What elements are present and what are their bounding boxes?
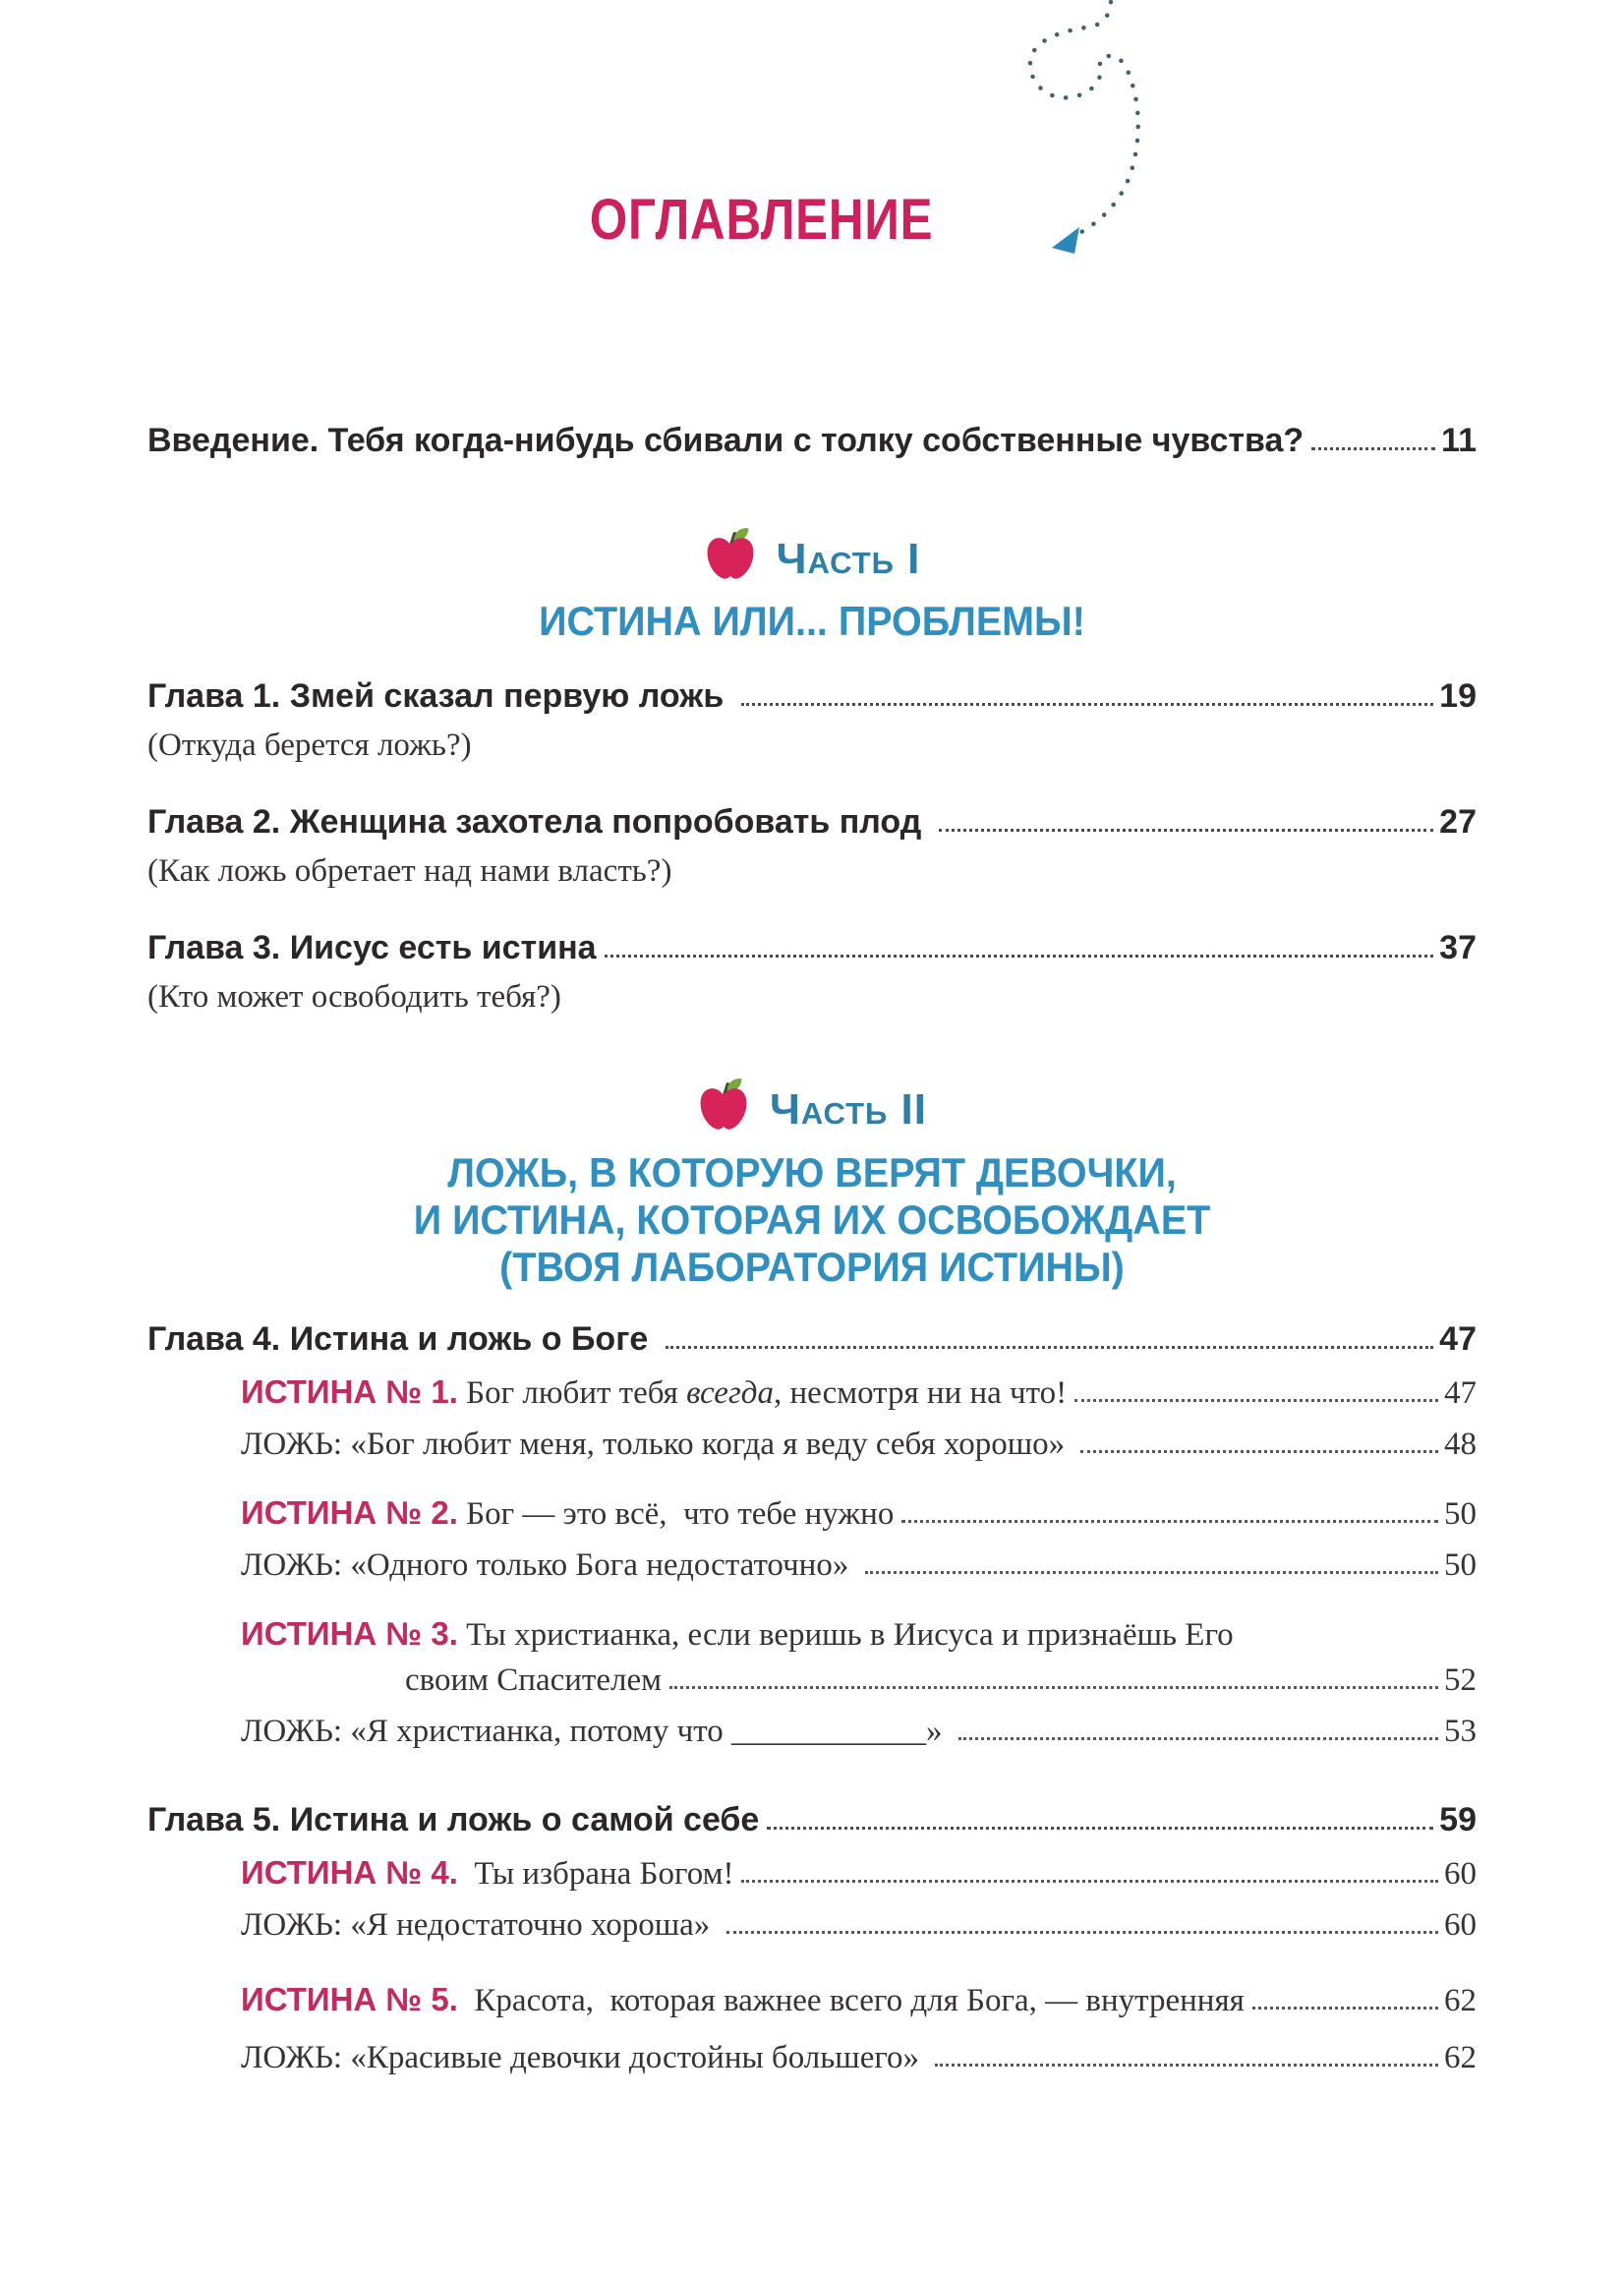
- page-number: 47: [1439, 1320, 1477, 1358]
- toc-entry-truth-3-line1: [147, 1613, 1477, 1656]
- chapter-label: Глава 3.: [147, 929, 281, 966]
- chapter-title: Иисус есть истина: [280, 929, 597, 966]
- dot-leader: [1074, 1399, 1438, 1402]
- title-row: [147, 187, 1477, 253]
- chapter-label: Глава 4.: [147, 1320, 281, 1358]
- chapter-title: Змей сказал первую ложь: [280, 677, 733, 715]
- truth-label: ИСТИНА № 3.: [241, 1615, 458, 1652]
- spacer: [1252, 2007, 1438, 2010]
- toc-entry-truth-4: [147, 1852, 1477, 1895]
- entry-text: [241, 1613, 1234, 1656]
- lie-text-before: ЛОЖЬ: «Я христианка, потому что: [241, 1714, 732, 1749]
- truth-text: Бог любит тебя: [457, 1375, 687, 1411]
- truth-label: ИСТИНА № 4.: [241, 1854, 458, 1891]
- part1-label: Часть I: [776, 535, 921, 583]
- page-number: 52: [1444, 1662, 1477, 1698]
- part2-label: Часть II: [769, 1085, 928, 1134]
- part1-heading: ИСТИНА ИЛИ... ПРОБЛЕМЫ!: [539, 598, 1085, 644]
- entry-text: [147, 801, 931, 843]
- toc-entry-introduction: [147, 420, 1477, 461]
- chapter-title: Женщина захотела попробовать плод: [280, 803, 931, 841]
- toc-entry-lie-2: [147, 1545, 1477, 1586]
- toc-entry-lie-4: [147, 1904, 1477, 1946]
- entry-text: [241, 1852, 733, 1895]
- toc-entry-chapter-4: [147, 1318, 1477, 1360]
- truth-text-continuation: своим Спасителем: [405, 1662, 662, 1698]
- page-title: ОГЛАВЛЕНИЕ: [590, 188, 934, 252]
- toc-entry-lie-1: [147, 1424, 1477, 1465]
- entry-text: [147, 927, 597, 968]
- toc-entry-truth-3-line2: [147, 1660, 1477, 1701]
- page-number: 27: [1439, 803, 1477, 841]
- entry-text: [147, 675, 733, 717]
- chapter-label: Глава 2.: [147, 803, 281, 841]
- entry-text: [147, 1799, 759, 1840]
- page-number: 47: [1444, 1375, 1477, 1411]
- toc-entry-lie-3: [147, 1711, 1477, 1752]
- dot-leader: [1080, 1450, 1438, 1453]
- lie-text: ЛОЖЬ: «Бог любит меня, только когда я веду себя хорошо»: [241, 1427, 1073, 1462]
- apple-icon: [704, 526, 757, 585]
- chapter-3-subtitle: (Кто может освободить тебя?): [147, 979, 561, 1015]
- chapter-1-subtitle: (Откуда берется ложь?): [147, 728, 472, 763]
- dot-leader: [901, 1520, 1438, 1523]
- chapter-label: Глава 1.: [147, 677, 281, 715]
- lie-text: ЛОЖЬ: «Одного только Бога недостаточно»: [241, 1547, 857, 1583]
- lie-text: [241, 1711, 951, 1752]
- toc-entry-truth-2: [147, 1492, 1477, 1535]
- page-number: 62: [1444, 1983, 1477, 2018]
- intro-label: Введение.: [147, 422, 319, 459]
- page-number: 53: [1444, 1714, 1477, 1749]
- truth-text: , несмотря ни на что!: [773, 1375, 1068, 1411]
- truth-label: ИСТИНА № 5.: [241, 1981, 458, 2017]
- toc-entry-lie-5: [147, 2037, 1477, 2078]
- part2-kicker: [147, 1080, 1477, 1139]
- toc-entry-truth-1: [147, 1371, 1477, 1414]
- page-number: 19: [1439, 677, 1477, 715]
- dot-leader: [935, 2064, 1438, 2067]
- truth-text: Ты избрана Богом!: [457, 1856, 734, 1892]
- page-number: 50: [1444, 1547, 1477, 1583]
- apple-icon: [697, 1077, 750, 1136]
- part2-heading-line3: (ТВОЯ ЛАБОРАТОРИЯ ИСТИНЫ): [499, 1244, 1125, 1290]
- dot-leader: [741, 703, 1434, 706]
- dot-leader: [726, 1931, 1438, 1934]
- chapter-2-subtitle: (Как ложь обретает над нами власть?): [147, 853, 672, 889]
- dot-leader: [1311, 447, 1435, 450]
- dot-leader: [939, 829, 1433, 832]
- page-number: 62: [1444, 2040, 1477, 2075]
- chapter-title: Истина и ложь о Боге: [280, 1320, 658, 1358]
- page-number: 60: [1444, 1856, 1477, 1892]
- toc-entry-truth-5: [147, 1979, 1477, 2021]
- part2-heading-line1: ЛОЖЬ, В КОТОРУЮ ВЕРЯТ ДЕВОЧКИ,: [447, 1149, 1177, 1195]
- part2-heading: [188, 1149, 1437, 1291]
- toc-entry-chapter-1: [147, 675, 1477, 717]
- part2-heading-line2: И ИСТИНА, КОТОРАЯ ИХ ОСВОБОЖДАЕТ: [413, 1196, 1211, 1243]
- truth-label: ИСТИНА № 2.: [241, 1494, 458, 1531]
- lie-text: ЛОЖЬ: «Красивые девочки достойны большего»: [241, 2040, 928, 2075]
- truth-text: Бог — это всё, что тебе нужно: [457, 1496, 895, 1532]
- entry-text: [147, 420, 1304, 461]
- page-number: 37: [1439, 929, 1477, 966]
- page-number: 59: [1439, 1801, 1477, 1838]
- toc-content: [0, 187, 1624, 2078]
- page-number: 48: [1444, 1427, 1477, 1462]
- toc-entry-chapter-5: [147, 1799, 1477, 1840]
- entry-text: [241, 1979, 1245, 2021]
- fill-in-blank: ____________: [731, 1714, 927, 1749]
- part1-kicker: [147, 530, 1477, 589]
- dot-leader: [767, 1827, 1433, 1830]
- page-number: 60: [1444, 1907, 1477, 1943]
- toc-entry-chapter-3: [147, 927, 1477, 968]
- dot-leader: [958, 1737, 1438, 1740]
- page-number: 11: [1441, 422, 1477, 459]
- truth-label: ИСТИНА № 1.: [241, 1373, 458, 1410]
- toc-entry-chapter-2: [147, 801, 1477, 843]
- entry-text: [241, 1492, 894, 1535]
- dot-leader: [666, 1346, 1433, 1349]
- page-number: 50: [1444, 1496, 1477, 1532]
- entry-text: [241, 1371, 1067, 1414]
- lie-text-after: »: [926, 1714, 951, 1749]
- truth-text: Ты христианка, если веришь в Иисуса и признаёшь Его: [457, 1617, 1234, 1653]
- dot-leader: [605, 955, 1434, 958]
- entry-text: [147, 1318, 658, 1360]
- dot-leader: [741, 1880, 1438, 1883]
- truth-text: Красота, которая важнее всего для Бога, — внутренняя: [457, 1983, 1245, 2018]
- dot-leader: [669, 1686, 1438, 1689]
- intro-title: Тебя когда-нибудь сбивали с толку собственные чувства?: [319, 422, 1305, 459]
- dot-leader: [865, 1571, 1438, 1574]
- lie-text: ЛОЖЬ: «Я недостаточно хороша»: [241, 1907, 719, 1943]
- truth-text-italic: всегда: [686, 1375, 774, 1411]
- chapter-title: Истина и ложь о самой себе: [280, 1801, 760, 1838]
- chapter-label: Глава 5.: [147, 1801, 281, 1838]
